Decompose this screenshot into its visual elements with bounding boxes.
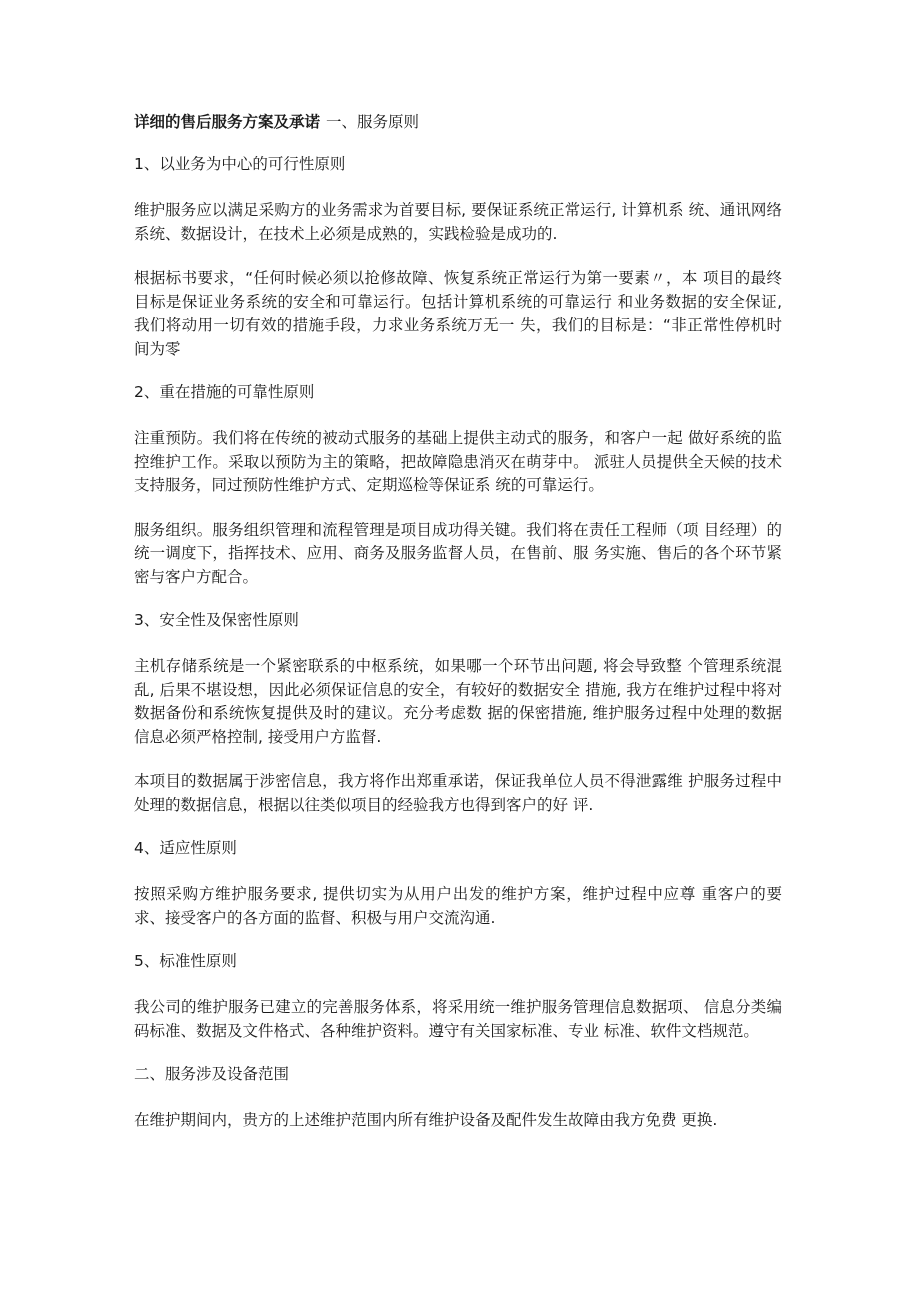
section-heading: 二、服务涉及设备范围 (134, 1065, 290, 1083)
paragraph: 我公司的维护服务已建立的完善服务体系，将采用统一维护服务管理信息数据项、 信息分类编码标准、数据及文件格式、各种维护资料。遵守有关国家标准、专业 标准、软件文档规范。 (134, 998, 782, 1040)
section-heading: 3、安全性及保密性原则 (134, 611, 299, 629)
section-heading: 1、以业务为中心的可行性原则 (134, 155, 346, 173)
section-heading: 2、重在措施的可靠性原则 (134, 383, 315, 401)
paragraph: 服务组织。服务组织管理和流程管理是项目成功得关键。我们将在责任工程师（项 目经理）的统一调度下，指挥技术、应用、商务及服务监督人员，在售前、服 务实施、售后的各个环节紧密与客户方配合。 (134, 520, 782, 586)
paragraph: 维护服务应以满足采购方的业务需求为首要目标, 要保证系统正常运行, 计算机系 统、通讯网络系统、数据设计，在技术上必须是成熟的，实践检验是成功的. (134, 201, 782, 243)
paragraph: 本项目的数据属于涉密信息，我方将作出郑重承诺，保证我单位人员不得泄露维 护服务过程中处理的数据信息，根据以往类似项目的经验我方也得到客户的好 评. (134, 772, 782, 814)
paragraph: 按照采购方维护服务要求, 提供切实为从用户出发的维护方案，维护过程中应尊 重客户的要求、接受客户的各方面的监督、积极与用户交流沟通. (134, 885, 782, 927)
paragraph: 主机存储系统是一个紧密联系的中枢系统，如果哪一个环节出问题, 将会导致整 个管理系统混乱, 后果不堪设想，因此必须保证信息的安全，有较好的数据安全 措施, 我方在维护过程中将对数据备份和系统恢复提供及时的建议。充分考虑数 据的保密措施, 维护服务过程中处理的数据信息必须严格控制, 接受用户方监督. (134, 657, 782, 746)
section-heading: 5、标准性原则 (134, 952, 237, 970)
section-heading: 4、适应性原则 (134, 839, 237, 857)
document-body (134, 112, 782, 1154)
document-title (134, 112, 782, 132)
paragraph: 根据标书要求，“任何时候必须以抢修故障、恢复系统正常运行为第一要素〃，本 项目的最终目标是保证业务系统的安全和可靠运行。包括计算机系统的可靠运行 和业务数据的安全保证, 我们将动用一切有效的措施手段，力求业务系统万无一 失，我们的目标是：“非正常性停机时间为零 (134, 269, 782, 358)
section-heading: 一、服务原则 (326, 113, 420, 131)
paragraph: 注重预防。我们将在传统的被动式服务的基础上提供主动式的服务，和客户一起 做好系统的监控维护工作。采取以预防为主的策略，把故障隐患消灭在萌芽中。 派驻人员提供全天候的技术支持服务，同过预防性维护方式、定期巡检等保证系 统的可靠运行。 (134, 429, 782, 494)
paragraph: 在维护期间内，贵方的上述维护范围内所有维护设备及配件发生故障由我方免费 更换. (134, 1111, 718, 1129)
document-title-bold: 详细的售后服务方案及承诺 (134, 113, 321, 131)
